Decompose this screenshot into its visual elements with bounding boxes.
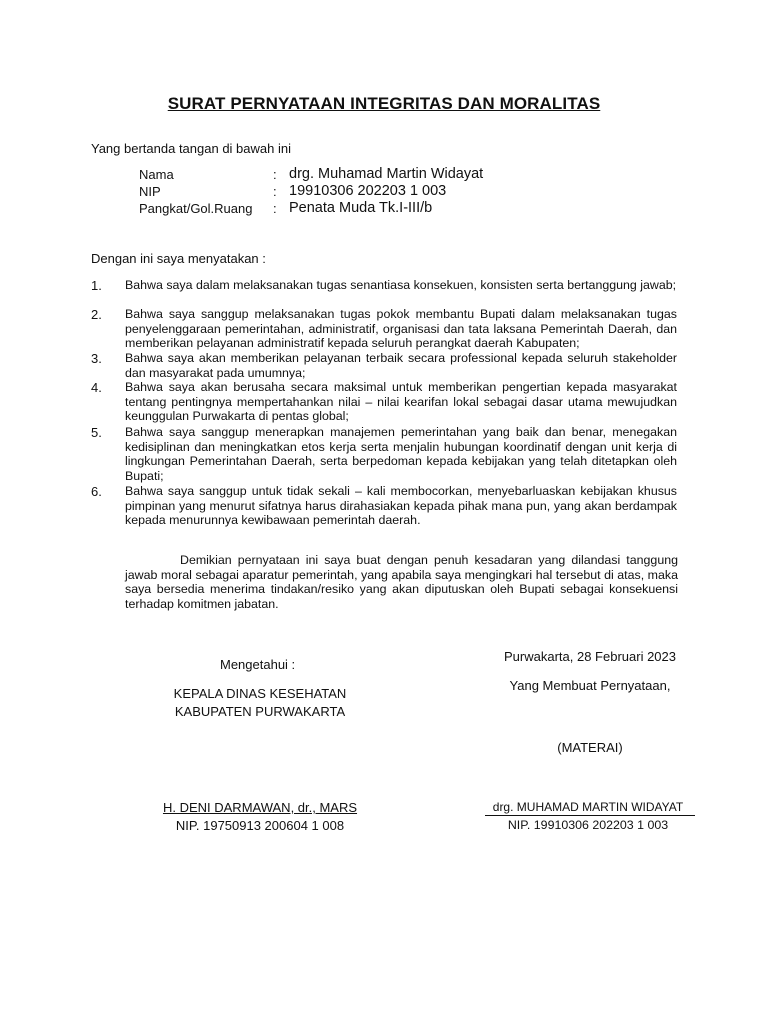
statement-number: 2. [91,307,102,322]
acknowledged-label: Mengetahui : [220,657,296,672]
statement-number: 4. [91,380,102,395]
identity-colon: : [273,201,277,216]
statement-text: Bahwa saya akan memberikan pelayanan terbaik secara professional kepada seluruh stakeholder dan masyarakat pada umumnya; [125,351,677,380]
declarant-signatory-nip: NIP. 19910306 202203 1 003 [507,818,669,832]
statement-text: Bahwa saya sanggup untuk tidak sekali – kali membocorkan, menyebarluaskan kebijakan khusus pimpinan yang menurut sifatnya harus dirahasiakan kepada pihak mana pun, yang akan berdampak kepada menurunnya kewibawaan pemerintah daerah. [125,484,677,527]
place-date: Purwakarta, 28 Februari 2023 [504,649,676,664]
identity-value: 19910306 202203 1 003 [289,183,447,199]
statement-number: 1. [91,278,102,293]
identity-value: Penata Muda Tk.I-III/b [289,200,433,216]
statement-text: Bahwa saya dalam melaksanakan tugas senantiasa konsekuen, konsisten serta bertanggung jawab; [125,278,677,292]
declarant-label: Yang Membuat Pernyataan, [509,678,671,693]
declaration-intro: Dengan ini saya menyatakan : [91,251,266,266]
opening-sentence: Yang bertanda tangan di bawah ini [91,141,291,156]
identity-label: Nama [139,167,174,182]
official-signatory-nip: NIP. 19750913 200604 1 008 [175,818,345,833]
document-title: SURAT PERNYATAAN INTEGRITAS DAN MORALITAS [167,94,601,113]
official-signatory-name: H. DENI DARMAWAN, dr., MARS [162,800,358,815]
statement-text: Bahwa saya sanggup menerapkan manajemen pemerintahan yang baik dan benar, menegakan kedisiplinan dan meningkatkan etos kerja serta menjalin hubungan koordinatif dengan unit kerja di lingkungan Pemerintahan Daerah, serta berpedoman kepada kebijakan yang telah ditetapkan oleh Bupati; [125,425,677,483]
signature-underline [485,815,695,816]
statement-number: 3. [91,351,102,366]
statement-text: Bahwa saya sanggup melaksanakan tugas pokok membantu Bupati dalam melaksanakan tugas penyelenggaraan pemerintahan, administratif, organisasi dan tata laksana Pemerintah Daerah, dan memberikan pelayanan administratif kepada seluruh perangkat daerah Kabupaten; [125,307,677,350]
identity-label: Pangkat/Gol.Ruang [139,201,253,216]
identity-colon: : [273,167,277,182]
stamp-placeholder: (MATERAI) [557,740,623,755]
statement-number: 5. [91,425,102,440]
identity-colon: : [273,184,277,199]
official-title-line-2: KABUPATEN PURWAKARTA [174,704,346,719]
declarant-signatory-name: drg. MUHAMAD MARTIN WIDAYAT [492,800,684,814]
identity-label: NIP [139,184,161,199]
official-title-line-1: KEPALA DINAS KESEHATAN [173,686,347,701]
statement-number: 6. [91,484,102,499]
identity-value: drg. Muhamad Martin Widayat [289,166,484,182]
closing-paragraph: Demikian pernyataan ini saya buat dengan penuh kesadaran yang dilandasi tanggung jawab moral sebagai aparatur pemerintah, yang apabila saya mengingkari hal tersebut di atas, maka saya bersedia menerima tindakan/resiko yang akan diputuskan oleh Bupati sebagai konsekuensi terhadap komitmen jabatan. [125,553,678,611]
statement-text: Bahwa saya akan berusaha secara maksimal untuk memberikan pengertian kepada masyarakat tentang pentingnya mempertahankan nilai – nilai kearifan lokal sebagai dasar utama mewujudkan keunggulan Purwakarta di pentas global; [125,380,677,423]
